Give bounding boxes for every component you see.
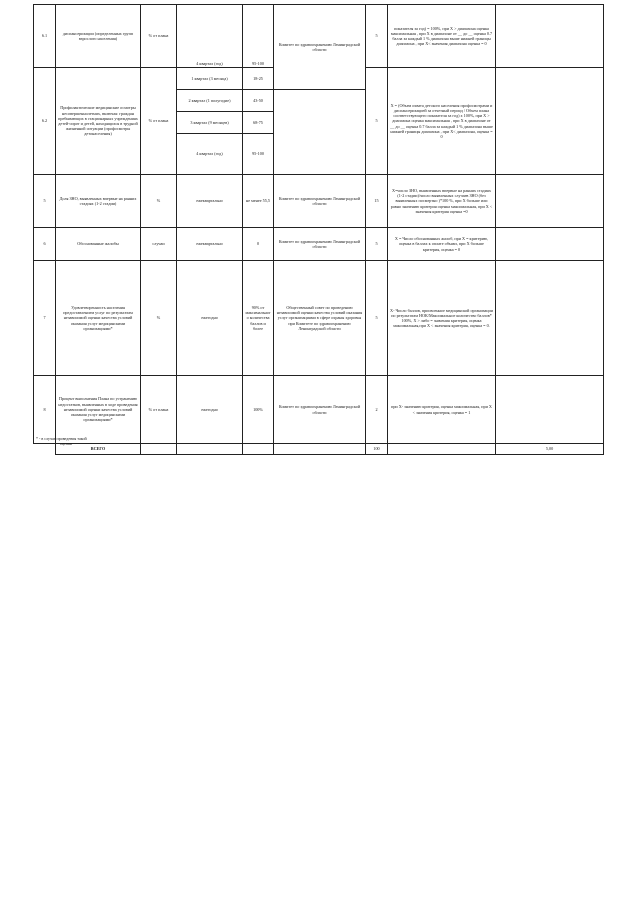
period-cell: ежегодно — [177, 261, 243, 376]
result-cell — [496, 376, 604, 444]
method-cell: показателя за год) = 100%, при X > диапазона оценка максимальная , при X в диапазоне от __ до __ оценка 0.7 балла за каждый 1 % диапазона выше нижней границы диапазона , при X< значения диапазона оценка = 0 — [388, 5, 496, 68]
value-cell: 95-100 — [243, 5, 274, 68]
value-cell: не менее 55,5 — [243, 175, 274, 228]
method-cell: X=число ЗНО, выявленных впервые на ранних стадиях (1-2 стадии)/число выявленных случаев ЗНО (без выявленных посмертно )*100 %, при X больше или равно значению критерия оценка максимальная, при X < значения критерия оценка =0 — [388, 175, 496, 228]
row-number: 7 — [34, 261, 56, 376]
unit-cell: % — [141, 261, 177, 376]
value-cell: 100% — [243, 376, 274, 444]
table-row — [34, 175, 604, 228]
row-number: 6.1 — [34, 5, 56, 68]
method-cell: X = (Объем охвата детского населения профосмотрами и диспансеризацией за отчетный период / Объем плана соответствующего показателя за год) x 100%, при X > диапазона оценка максимальная , при X в диапазоне от __ до __ оценка 0.7 балла за каждый 1 % диапазона выше нижней границы диапазона , при X< диапазона, оценка = 0 — [388, 68, 496, 175]
source-cell: Комитет по здравоохранению Ленинградской области — [274, 376, 366, 444]
score-cell: 5 — [366, 261, 388, 376]
source-cell: Общественный совет по проведению независимой оценки качества условий оказания услуг организациями в сфере охраны здоровья при Комитете по здравоохранению Ленинградской области — [274, 261, 366, 376]
unit-cell: % от плана — [141, 5, 177, 68]
indicator-name: диспансеризации (определенных групп взрослого населения) — [56, 5, 141, 68]
empty-cell — [388, 444, 496, 455]
score-cell: 2 — [366, 376, 388, 444]
row-number: 8 — [34, 376, 56, 444]
indicators-table — [33, 4, 604, 455]
method-cell: при X- значению критерия, оценка максимальная, при X < значения критерия, оценка = 1 — [388, 376, 496, 444]
source-cell: Комитет по здравоохранению Ленинградской области — [274, 228, 366, 261]
score-cell: 5 — [366, 228, 388, 261]
period-cell: 3 квартал (9 месяцев) — [177, 112, 243, 134]
total-row — [34, 444, 604, 455]
table-row — [34, 376, 604, 444]
empty-cell — [274, 444, 366, 455]
value-cell: 43-50 — [243, 90, 274, 112]
value-cell: 68-75 — [243, 112, 274, 134]
indicator-name: Обоснованные жалобы — [56, 228, 141, 261]
empty-cell — [177, 444, 243, 455]
score-cell: 5 — [366, 5, 388, 68]
source-cell — [274, 90, 366, 175]
period-cell: 4 квартал (год) — [177, 5, 243, 68]
unit-cell: % — [141, 175, 177, 228]
indicator-name: Доля ЗНО, выявленных впервые на ранних стадиях (1-2 стадии) — [56, 175, 141, 228]
row-number: 5 — [34, 175, 56, 228]
table-row — [34, 5, 604, 68]
table-row — [34, 261, 604, 376]
source-cell: Комитет по здравоохранению Ленинградской области — [274, 175, 366, 228]
footnote — [36, 436, 87, 446]
value-cell: 0 — [243, 228, 274, 261]
period-cell: ежегодно — [177, 376, 243, 444]
method-cell: X- Число баллов, присвоенное медицинской организации по результатам НОК/Максимальное количество баллов* 100%, X > либо = значения критерия, оценка максимальная,при X < значения критерия, оценка = 0. — [388, 261, 496, 376]
table-row — [34, 228, 604, 261]
method-cell: X = Число обоснованных жалоб, при X = критерию, оценка в баллах к оплате объявл, при X больше критерия, оценка = 0 — [388, 228, 496, 261]
result-cell — [496, 5, 604, 68]
result-cell — [496, 261, 604, 376]
footnote-line: * - в случае проведения такой — [36, 436, 87, 441]
indicator-name: Удовлетворенность населения предоставлением услуг по результатам независимой оценки качества условий оказания услуг медицинскими организациями* — [56, 261, 141, 376]
row-number: 6.2 — [34, 68, 56, 175]
value-cell: 90% от максимального количества баллов и более — [243, 261, 274, 376]
period-cell: ежеквартально — [177, 175, 243, 228]
total-label: ВСЕГО — [56, 444, 141, 455]
period-cell: 4 квартал (год) — [177, 134, 243, 175]
result-cell — [496, 228, 604, 261]
total-result: 5,00 — [496, 444, 604, 455]
indicator-name: Процент выполнения Плана по устранению недостатков, выявленных в ходе проведения независимой оценки качества условий оказания услуг медицинскими организациями* — [56, 376, 141, 444]
source-cell: Комитет по здравоохранению Ленинградской области — [274, 5, 366, 90]
period-cell: 1 квартал (3 месяца) — [177, 68, 243, 90]
value-cell: 95-100 — [243, 134, 274, 175]
empty-cell — [243, 444, 274, 455]
total-score: 100 — [366, 444, 388, 455]
result-cell — [496, 68, 604, 175]
value-cell: 18-25 — [243, 68, 274, 90]
footnote-line: оценки — [60, 441, 73, 446]
unit-cell: случаи — [141, 228, 177, 261]
row-number: 6 — [34, 228, 56, 261]
unit-cell: % от плана — [141, 376, 177, 444]
indicator-name: Профилактические медицинские осмотры несовершеннолетних, включая: граждан пребывающих в стационарных учреждениях детей-сирот и детей, находящихся в трудной жизненной ситуации (профосмотры детонаселения) — [56, 68, 141, 175]
period-cell: ежеквартально — [177, 228, 243, 261]
empty-cell — [141, 444, 177, 455]
score-cell: 5 — [366, 68, 388, 175]
unit-cell: % от плана — [141, 68, 177, 175]
score-cell: 15 — [366, 175, 388, 228]
period-cell: 2 квартал (1 полугодие) — [177, 90, 243, 112]
result-cell — [496, 175, 604, 228]
